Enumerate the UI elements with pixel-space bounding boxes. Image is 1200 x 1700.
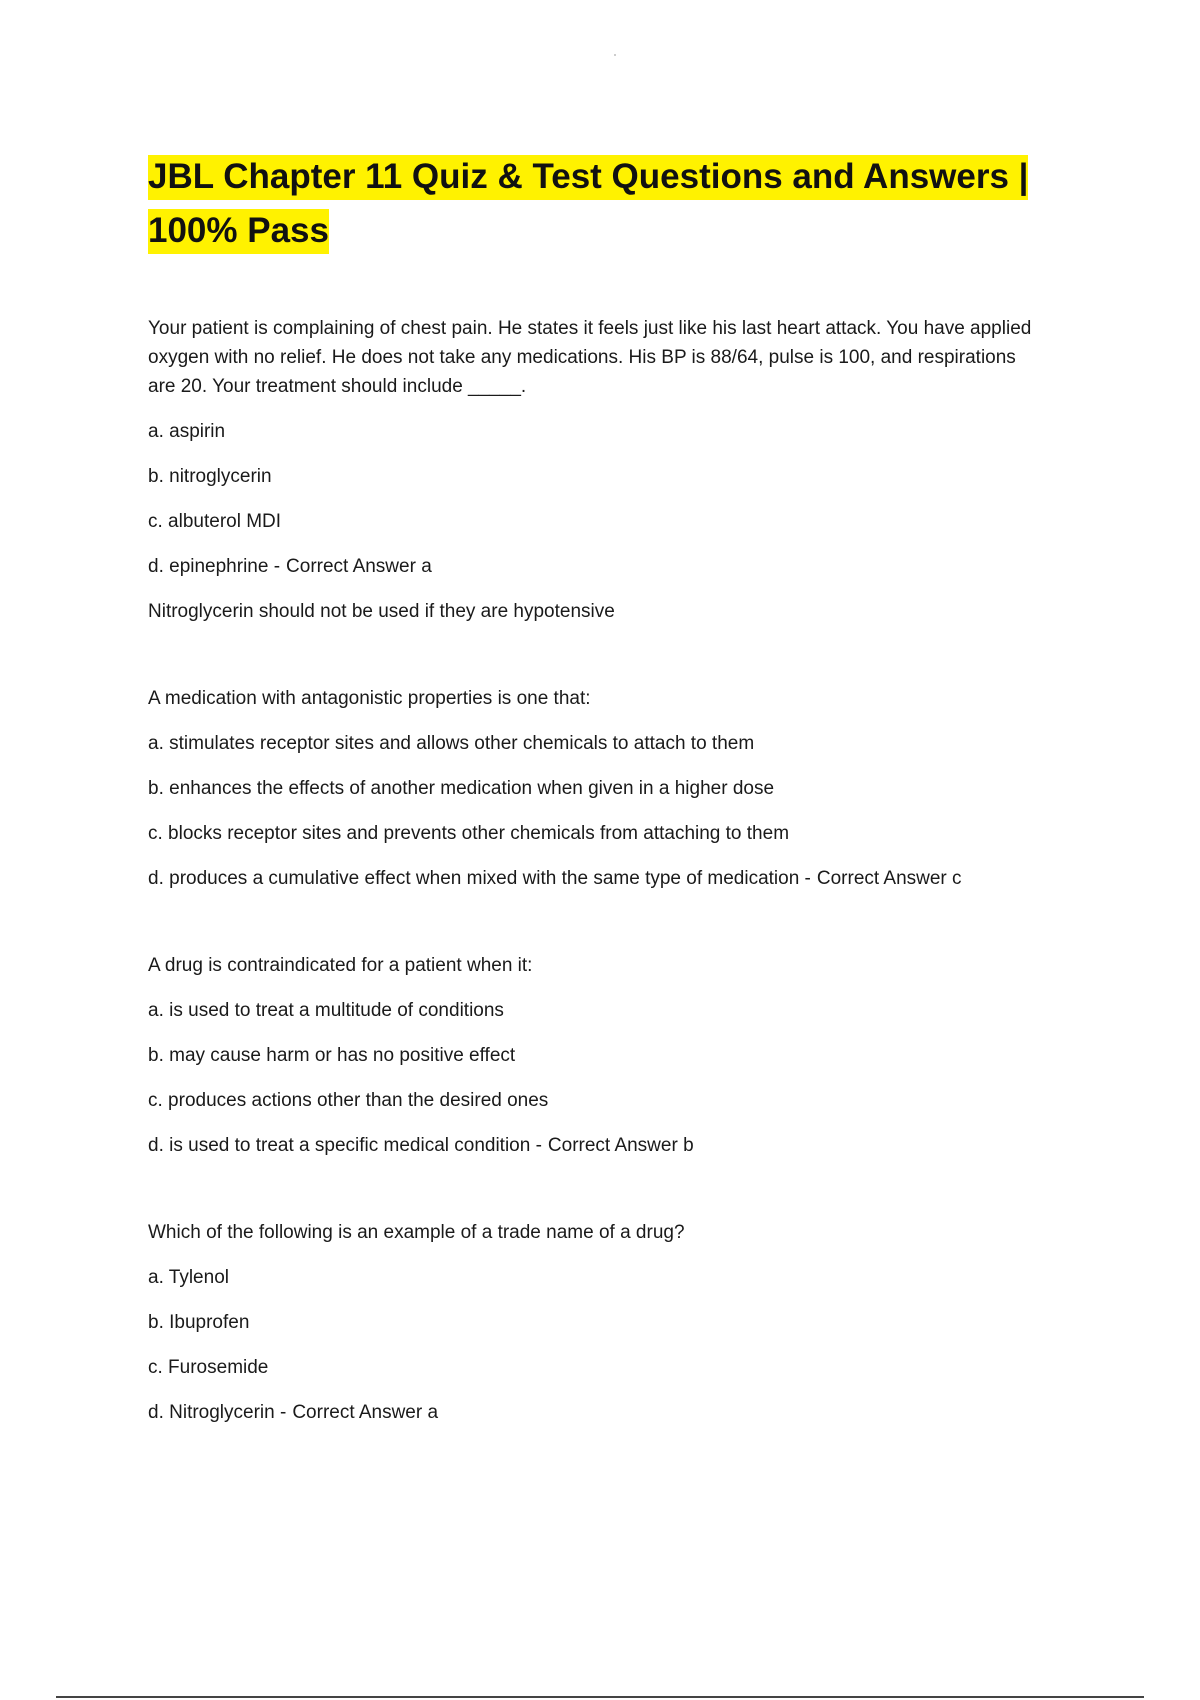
option-c: c. produces actions other than the desired ones	[148, 1090, 549, 1111]
question-block-3	[148, 951, 1038, 1160]
option-d	[148, 1398, 1038, 1427]
option-c: c. albuterol MDI	[148, 511, 282, 532]
option-b: b. enhances the effects of another medication when given in a higher dose	[148, 778, 775, 799]
question-list	[148, 314, 1038, 1485]
question-text: A medication with antagonistic properties is one that:	[148, 688, 591, 709]
option-a: a. Tylenol	[148, 1267, 229, 1288]
option-b: b. nitroglycerin	[148, 466, 272, 487]
option-d-text: d. Nitroglycerin -	[148, 1402, 287, 1423]
correct-answer: Correct Answer c	[816, 868, 962, 889]
option-a: a. stimulates receptor sites and allows other chemicals to attach to them	[148, 733, 755, 754]
option-d	[148, 864, 1038, 893]
option-c: c. Furosemide	[148, 1357, 269, 1378]
option-b: b. may cause harm or has no positive effect	[148, 1045, 516, 1066]
correct-answer: Correct Answer a	[292, 1402, 439, 1423]
question-text: A drug is contraindicated for a patient when it:	[148, 955, 533, 976]
page-title	[148, 150, 1028, 258]
answer-rationale: Nitroglycerin should not be used if they are hypotensive	[148, 601, 615, 622]
option-c: c. blocks receptor sites and prevents other chemicals from attaching to them	[148, 823, 790, 844]
option-a: a. is used to treat a multitude of conditions	[148, 1000, 504, 1021]
option-d-text: d. produces a cumulative effect when mixed with the same type of medication -	[148, 868, 811, 889]
question-text: Your patient is complaining of chest pain. He states it feels just like his last heart attack. You have applied oxygen with no relief. He does not take any medications. His BP is 88/64, pulse is 100, and respirations are 20. Your treatment should include _____.	[148, 318, 1032, 397]
option-d	[148, 1131, 1038, 1160]
title-line-2: 100% Pass	[148, 209, 329, 254]
option-b: b. Ibuprofen	[148, 1312, 250, 1333]
question-block-1	[148, 314, 1038, 626]
option-d-text: d. is used to treat a specific medical condition -	[148, 1135, 542, 1156]
correct-answer: Correct Answer b	[547, 1135, 694, 1156]
question-block-2	[148, 684, 1038, 893]
option-a: a. aspirin	[148, 421, 226, 442]
speck-mark	[614, 54, 616, 56]
correct-answer: Correct Answer a	[286, 556, 432, 577]
option-d-text: d. epinephrine -	[148, 556, 281, 577]
footer-divider	[56, 1696, 1144, 1698]
question-text: Which of the following is an example of a trade name of a drug?	[148, 1222, 685, 1243]
option-d	[148, 552, 1038, 581]
title-line-1: JBL Chapter 11 Quiz & Test Questions and Answers |	[148, 155, 1028, 200]
question-block-4	[148, 1218, 1038, 1427]
